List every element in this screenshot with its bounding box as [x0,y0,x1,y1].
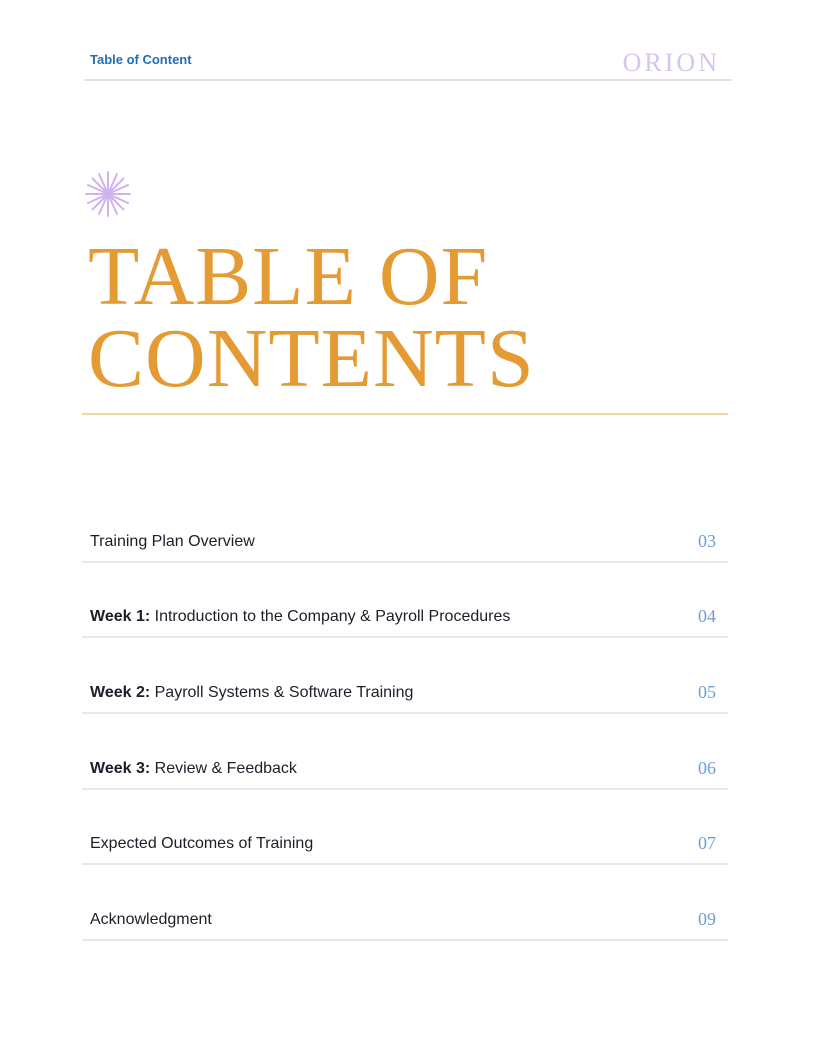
toc-entry-label: Training Plan Overview [90,533,255,550]
page-title [88,230,535,405]
toc-entry-training-plan-overview[interactable] [82,521,728,563]
brand-logo-text: ORION [622,48,720,77]
toc-entry-page-number: 07 [698,833,716,853]
toc-entry-label: Expected Outcomes of Training [90,835,314,852]
toc-entry-label: Week 2: Payroll Systems & Software Training [90,684,414,701]
title-divider [82,413,728,415]
toc-entry-prefix: Week 2: [90,684,151,701]
toc-entry-page-number: 04 [698,606,716,626]
sparkle-star-icon [84,170,132,218]
toc-entry-expected-outcomes[interactable] [82,823,728,865]
toc-entry-page-number: 05 [698,682,716,702]
page-title-line-1: TABLE OF [88,230,489,323]
page-title-line-2: CONTENTS [88,312,535,405]
toc-entry-label: Week 3: Review & Feedback [90,760,297,777]
header-section-label: Table of Content [90,52,192,67]
toc-entry-week-3[interactable] [82,748,728,790]
toc-entry-week-1[interactable] [82,596,728,638]
toc-entry-prefix: Week 3: [90,760,151,777]
toc-entry-page-number: 03 [698,531,716,551]
header-divider [84,79,732,81]
toc-entry-prefix: Week 1: [90,608,151,625]
toc-entry-week-2[interactable] [82,672,728,714]
toc-entry-acknowledgment[interactable] [82,899,728,941]
toc-entry-page-number: 09 [698,909,716,929]
toc-entry-page-number: 06 [698,758,716,778]
toc-entry-label: Week 1: Introduction to the Company & Payroll Procedures [90,608,511,625]
toc-entry-label: Acknowledgment [90,911,212,928]
